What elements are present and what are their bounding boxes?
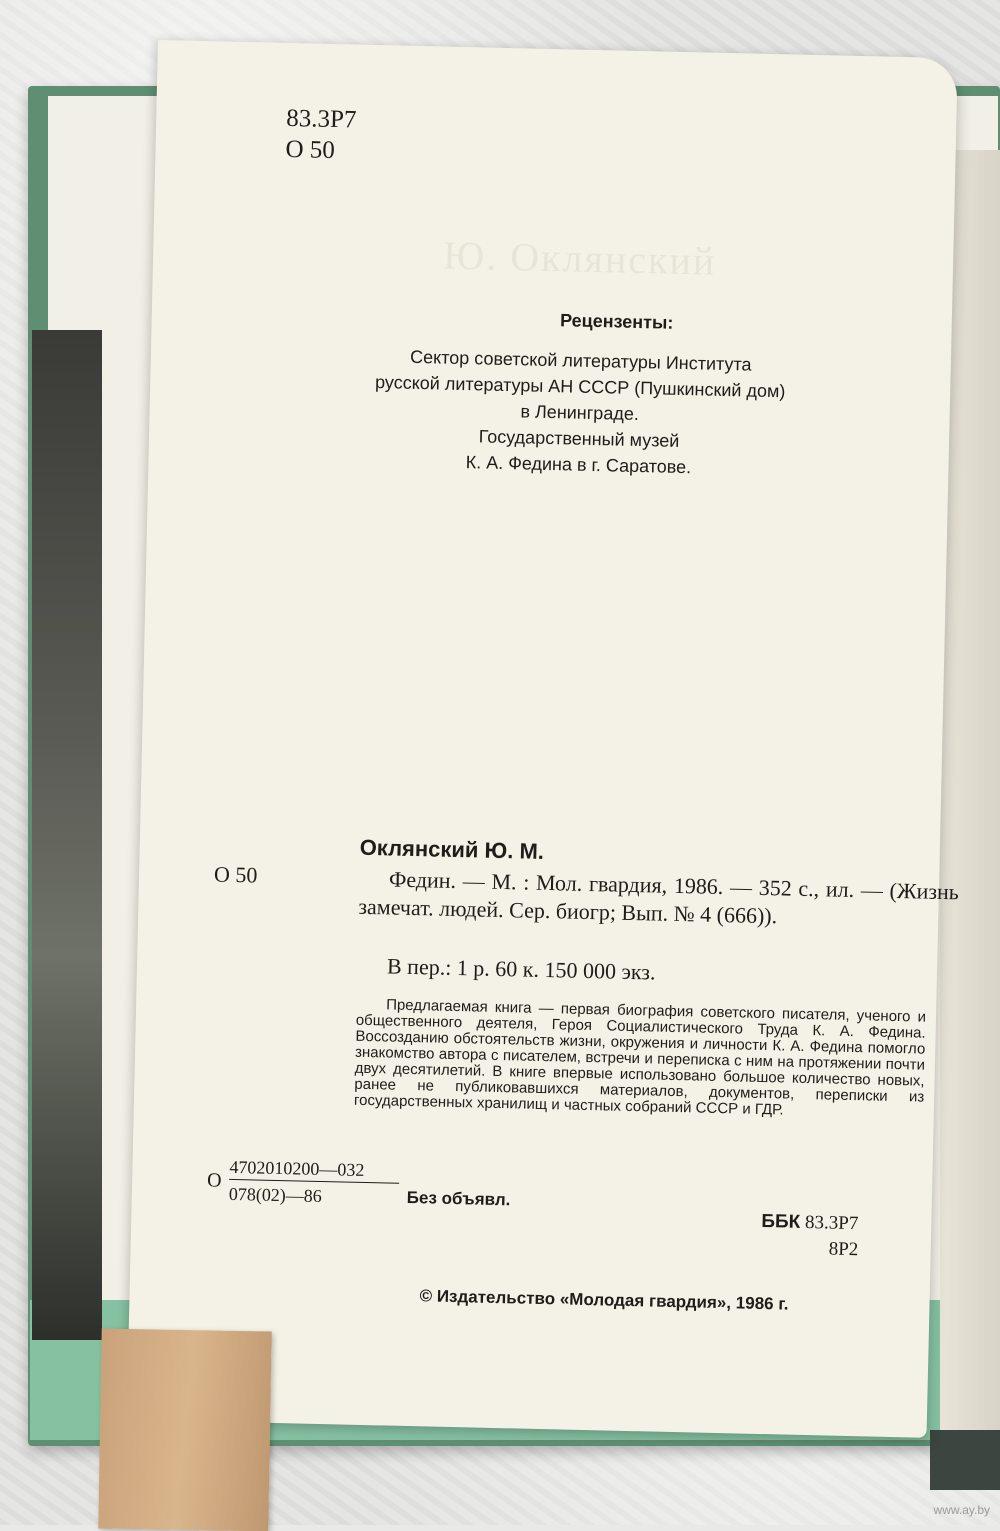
- isbn-numerator: 4702010200—032: [229, 1157, 399, 1184]
- author-name: Оклянский Ю. М.: [359, 834, 545, 864]
- bbk-label: ББК: [761, 1210, 801, 1233]
- site-watermark: www.ay.by: [933, 1503, 990, 1517]
- title-verso-page: [127, 40, 958, 1438]
- bibliographic-record: [206, 831, 960, 1261]
- cover-corner: [930, 1430, 1000, 1490]
- annotation-text: Предлагаемая книга — первая биография советского писателя, ученого и общественного деятеля, Героя Социалистического Труда К. А. Федина. Воссозданию обстоятельств жизни, окружения и личности К. А. Федина помогло знакомство автора с писателем, встречи и переписка с ним на протяжении почти двух десятилетий. В книге впервые использовано большое количество новых, ранее не публиковавшихся материалов, документов, переписки из государственных хранилищ и частных собраний СССР и ГДР.: [353, 996, 927, 1119]
- record-code: О 50: [213, 861, 258, 888]
- reviewer-line: в Ленинграде.: [520, 401, 640, 425]
- bbk-code: 83.3Р7: [804, 1211, 859, 1235]
- isbn-letter: О: [206, 1169, 222, 1192]
- reviewers-heading: Рецензенты:: [559, 310, 674, 333]
- bbk-block: [760, 1209, 859, 1263]
- reviewers-block: [328, 302, 832, 483]
- price-and-print-run: В пер.: 1 р. 60 к. 150 000 экз.: [386, 953, 656, 985]
- wooden-bookmark: [98, 1329, 271, 1531]
- bbk-code-secondary: 8Р2: [828, 1238, 859, 1261]
- copyright-line: © Издательство «Молодая гвардия», 1986 г.: [419, 1286, 789, 1314]
- frontispiece-photo-edge: [32, 330, 102, 1340]
- reviewer-line: Государственный музей: [478, 426, 680, 451]
- no-advert-note: Без объявл.: [406, 1187, 511, 1210]
- isbn-denominator: 078(02)—86: [228, 1183, 323, 1207]
- reviewer-line: русской литературы АН СССР (Пушкинский дом): [374, 372, 786, 402]
- reviewer-line: К. А. Федина в г. Саратове.: [465, 452, 692, 478]
- record-entry: Федин. — М. : Мол. гвардия, 1986. — 352 с., ил. — (Жизнь замечат. людей. Сер. биогр; Вып. № 4 (666)).: [358, 866, 960, 929]
- reviewer-line: Сектор советской литературы Института: [409, 346, 752, 375]
- catalog-code-o50: О 50: [285, 135, 336, 165]
- show-through-title: Ю. Оклянский: [442, 232, 717, 284]
- catalog-code-top: 83.3Р7: [285, 104, 357, 134]
- catalog-code: [285, 103, 357, 167]
